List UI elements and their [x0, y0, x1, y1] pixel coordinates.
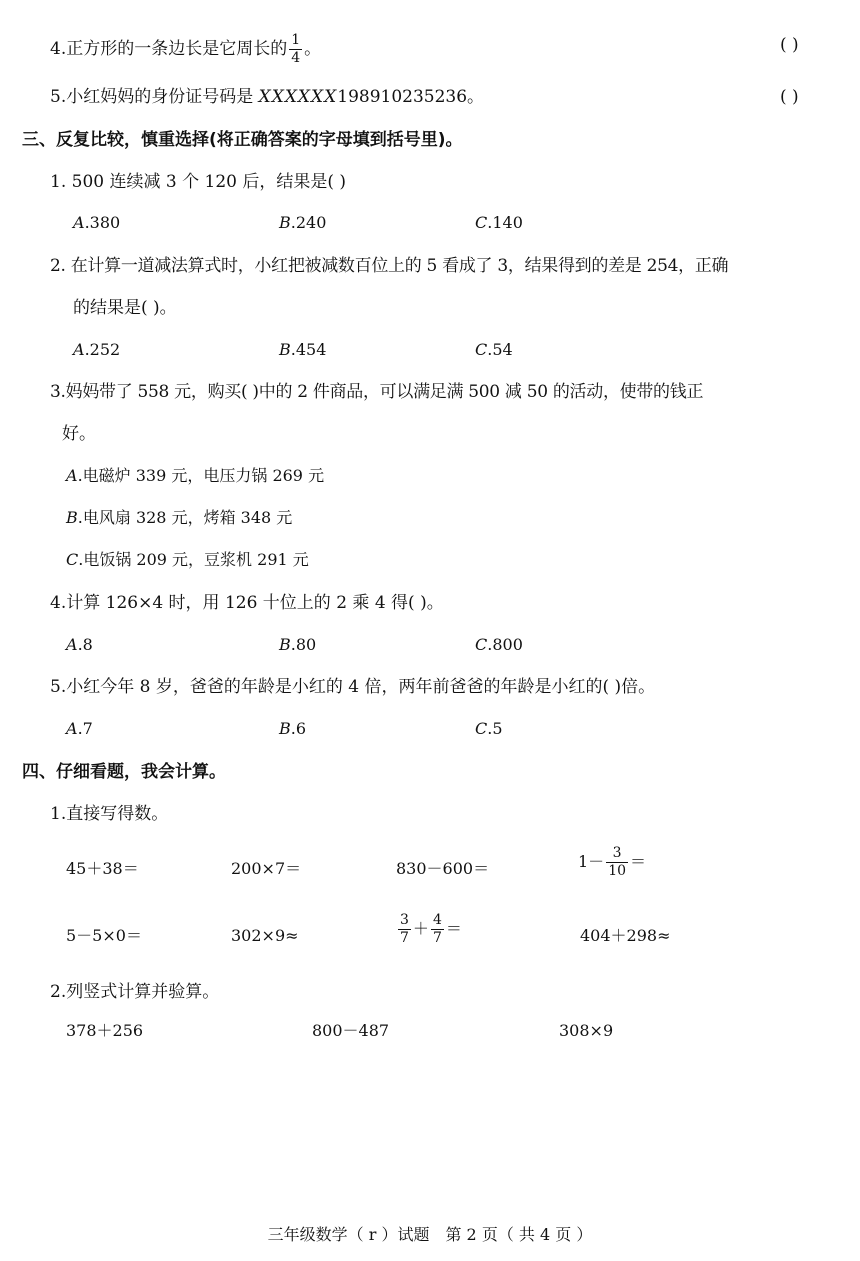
subsection-1-title: 1.直接写得数。 — [50, 804, 169, 824]
choice-question-3-line-2: 好。 — [62, 424, 96, 444]
expression-2: 200×7＝ — [231, 859, 302, 878]
vertical-calc-1: 378＋256 — [66, 1021, 144, 1040]
choice-question-3: 3.妈妈带了 558 元，购买( )中的 2 件商品，可以满足满 500 减 50 的活动，使带的钱正 — [50, 382, 704, 402]
option-c: C.电饭锅 209 元，豆浆机 291 元 — [66, 550, 309, 569]
expression-7: $\frac{3}{7}$ ＋ $\frac{4}{7}$ ＝ — [400, 912, 462, 946]
option-c: C.140 — [475, 213, 523, 232]
expression-4: 1－ $\frac{3}{10}$ ＝ — [578, 845, 647, 879]
expression-1: 45＋38＝ — [66, 859, 139, 878]
answer-parentheses: ( ) — [780, 87, 799, 107]
option-c: C.800 — [475, 635, 523, 654]
option-b: B.6 — [279, 719, 307, 738]
option-c: C.5 — [475, 719, 503, 738]
fraction: $\frac{4}{7}$ — [432, 912, 442, 946]
option-b: B.80 — [279, 635, 317, 654]
page-footer: 三年级数学（ r ）试题 第 2 页（ 共 4 页 ） — [267, 1225, 593, 1244]
expression-5: 5－5×0＝ — [66, 926, 142, 945]
answer-parentheses: ( ) — [780, 35, 799, 55]
option-b: B.454 — [279, 340, 327, 359]
option-a: A.252 — [73, 340, 121, 359]
section-3-heading: 三、反复比较，慎重选择(将正确答案的字母填到括号里)。 — [22, 130, 463, 150]
fraction: $\frac{3}{10}$ — [608, 845, 627, 879]
id-prefix: XXXXXX — [258, 87, 338, 107]
section-4-heading: 四、仔细看题，我会计算。 — [22, 762, 226, 782]
expression-8: 404＋298≈ — [580, 926, 671, 945]
choice-question-5: 5.小红今年 8 岁，爸爸的年龄是小红的 4 倍，两年前爸爸的年龄是小红的( )倍。 — [50, 677, 656, 697]
choice-question-1: 1. 500 连续减 3 个 120 后，结果是( ) — [50, 172, 347, 192]
option-b: B.240 — [279, 213, 327, 232]
choice-question-2-line-2: 的结果是( )。 — [73, 298, 177, 318]
choice-question-2: 2. 在计算一道减法算式时，小红把被减数百位上的 5 看成了 3，结果得到的差是 254，正确 — [50, 256, 729, 276]
option-a: A.380 — [73, 213, 121, 232]
option-b: B.电风扇 328 元，烤箱 348 元 — [66, 508, 293, 527]
option-a: A.7 — [66, 719, 93, 738]
choice-question-4: 4.计算 126×4 时，用 126 十位上的 2 乘 4 得( )。 — [50, 593, 444, 613]
expression-3: 830－600＝ — [396, 859, 490, 878]
question-text: 4.正方形的一条边长是它周长的 — [50, 39, 288, 59]
option-c: C.54 — [475, 340, 513, 359]
subsection-2-title: 2.列竖式计算并验算。 — [50, 982, 220, 1002]
fraction: $\frac{1}{4}$ — [291, 32, 301, 66]
option-a: A.8 — [66, 635, 93, 654]
vertical-calc-3: 308×9 — [559, 1021, 614, 1040]
vertical-calc-2: 800－487 — [312, 1021, 390, 1040]
judge-question-5: 5.小红妈妈的身份证号码是 XXXXXX198910235236。 — [50, 87, 485, 107]
judge-question-4: 4.正方形的一条边长是它周长的 $\frac{1}{4}$ 。 — [50, 32, 322, 66]
fraction: $\frac{3}{7}$ — [400, 912, 409, 946]
expression-6: 302×9≈ — [231, 926, 299, 945]
option-a: A.电磁炉 339 元，电压力锅 269 元 — [66, 466, 325, 485]
